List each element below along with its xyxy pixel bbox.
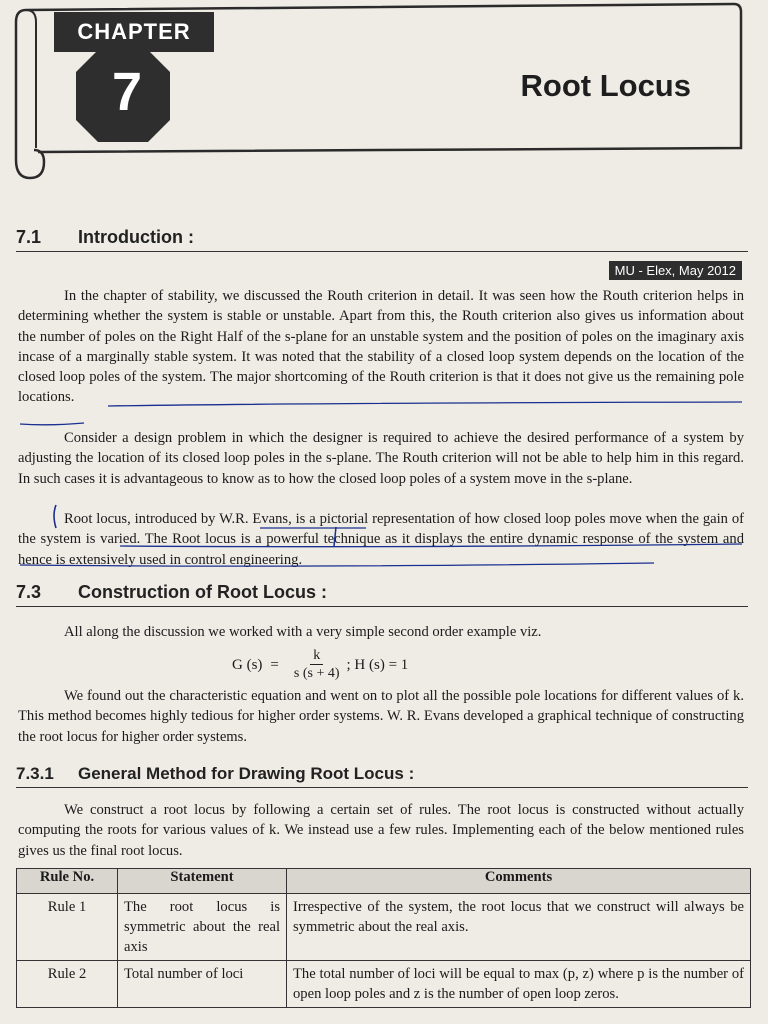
construction-intro: All along the discussion we worked with a very simple second order example viz. (64, 624, 542, 640)
header-rule-no: Rule No. (17, 869, 118, 894)
transfer-function-formula (232, 648, 408, 682)
rules-table (16, 868, 751, 1008)
section-heading-construction (16, 582, 748, 607)
chapter-number: 7 (111, 62, 143, 122)
statement-cell: Total number of loci (118, 961, 287, 1008)
underline-annotation (20, 423, 84, 425)
intro-paragraph-3: Root locus, introduced by W.R. Evans, is a pictorial representation of how closed loop poles move when the gain of the system is varied. The Root locus is a powerful technique as it displays the entire dynamic response of the system and hence is extensively used in control engineering. (18, 511, 744, 568)
section-heading-intro (16, 227, 748, 252)
section-title: Construction of Root Locus : (78, 582, 327, 602)
comment-cell: Irrespective of the system, the root locus that we construct will always be symmetric about the real axis. (287, 894, 751, 961)
section-heading-general-method (16, 764, 748, 788)
table-row (17, 894, 751, 961)
chapter-label: CHAPTER (54, 12, 214, 52)
comment-cell: The total number of loci will be equal to max (p, z) where p is the number of open loop poles and z is the number of open loop zeros. (287, 961, 751, 1008)
exam-badge: MU - Elex, May 2012 (609, 261, 742, 280)
section-number: 7.3.1 (16, 764, 54, 783)
section-number: 7.1 (16, 227, 42, 247)
h-part: ; H (s) = 1 (346, 656, 409, 673)
section-title: General Method for Drawing Root Locus : (78, 764, 415, 783)
table-header-row (17, 869, 751, 894)
chapter-banner (8, 0, 746, 185)
table-row (17, 961, 751, 1008)
statement-cell: The root locus is symmetric about the real axis (118, 894, 287, 961)
fraction-denominator: s (s + 4) (293, 666, 340, 681)
equals-sign: = (270, 656, 279, 673)
intro-paragraph-2: Consider a design problem in which the designer is required to achieve the desired performance of a system by adjusting the location of its closed loop poles in the s-plane. The Routh criterion will not be able to help him in this regard. In such cases it is advantageous to know as to how the closed loop poles of a system move in the s-plane. (18, 430, 744, 487)
construction-paragraph: We found out the characteristic equation and went on to plot all the possible pole locations for different values of k. This method becomes highly tedious for higher order systems. W. R. Evans developed a graphical technique of constructing the root locus for higher order systems. (18, 688, 744, 745)
header-comments: Comments (287, 869, 751, 894)
g-label: G (s) (232, 656, 263, 673)
chapter-title: Root Locus (520, 68, 691, 103)
fraction-numerator: k (310, 648, 323, 665)
rule-cell: Rule 1 (17, 894, 118, 961)
header-statement: Statement (118, 869, 287, 894)
section-number: 7.3 (16, 582, 42, 602)
rule-cell: Rule 2 (17, 961, 118, 1008)
intro-paragraph-1: In the chapter of stability, we discussed the Routh criterion in detail. It was seen how the Routh criterion helps in determining whether the system is stable or unstable. Apart from this, the Routh criterion also gives us information about the number of poles on the Right Half of the s-plane for an unstable system and the position of poles on the imaginary axis incase of a marginally stable system. It was noted that the stability of a closed loop system depends on the location of the closed loop poles of the system. The major shortcoming of the Routh criterion is that it does not give us the remaining pole locations. (18, 288, 744, 406)
section-title: Introduction : (78, 227, 194, 247)
fraction (291, 648, 343, 682)
general-method-paragraph: We construct a root locus by following a certain set of rules. The root locus is constructed without actually computing the roots for various values of k. We instead use a few rules. Implementing each of the below mentioned rules gives us the final root locus. (18, 802, 744, 859)
